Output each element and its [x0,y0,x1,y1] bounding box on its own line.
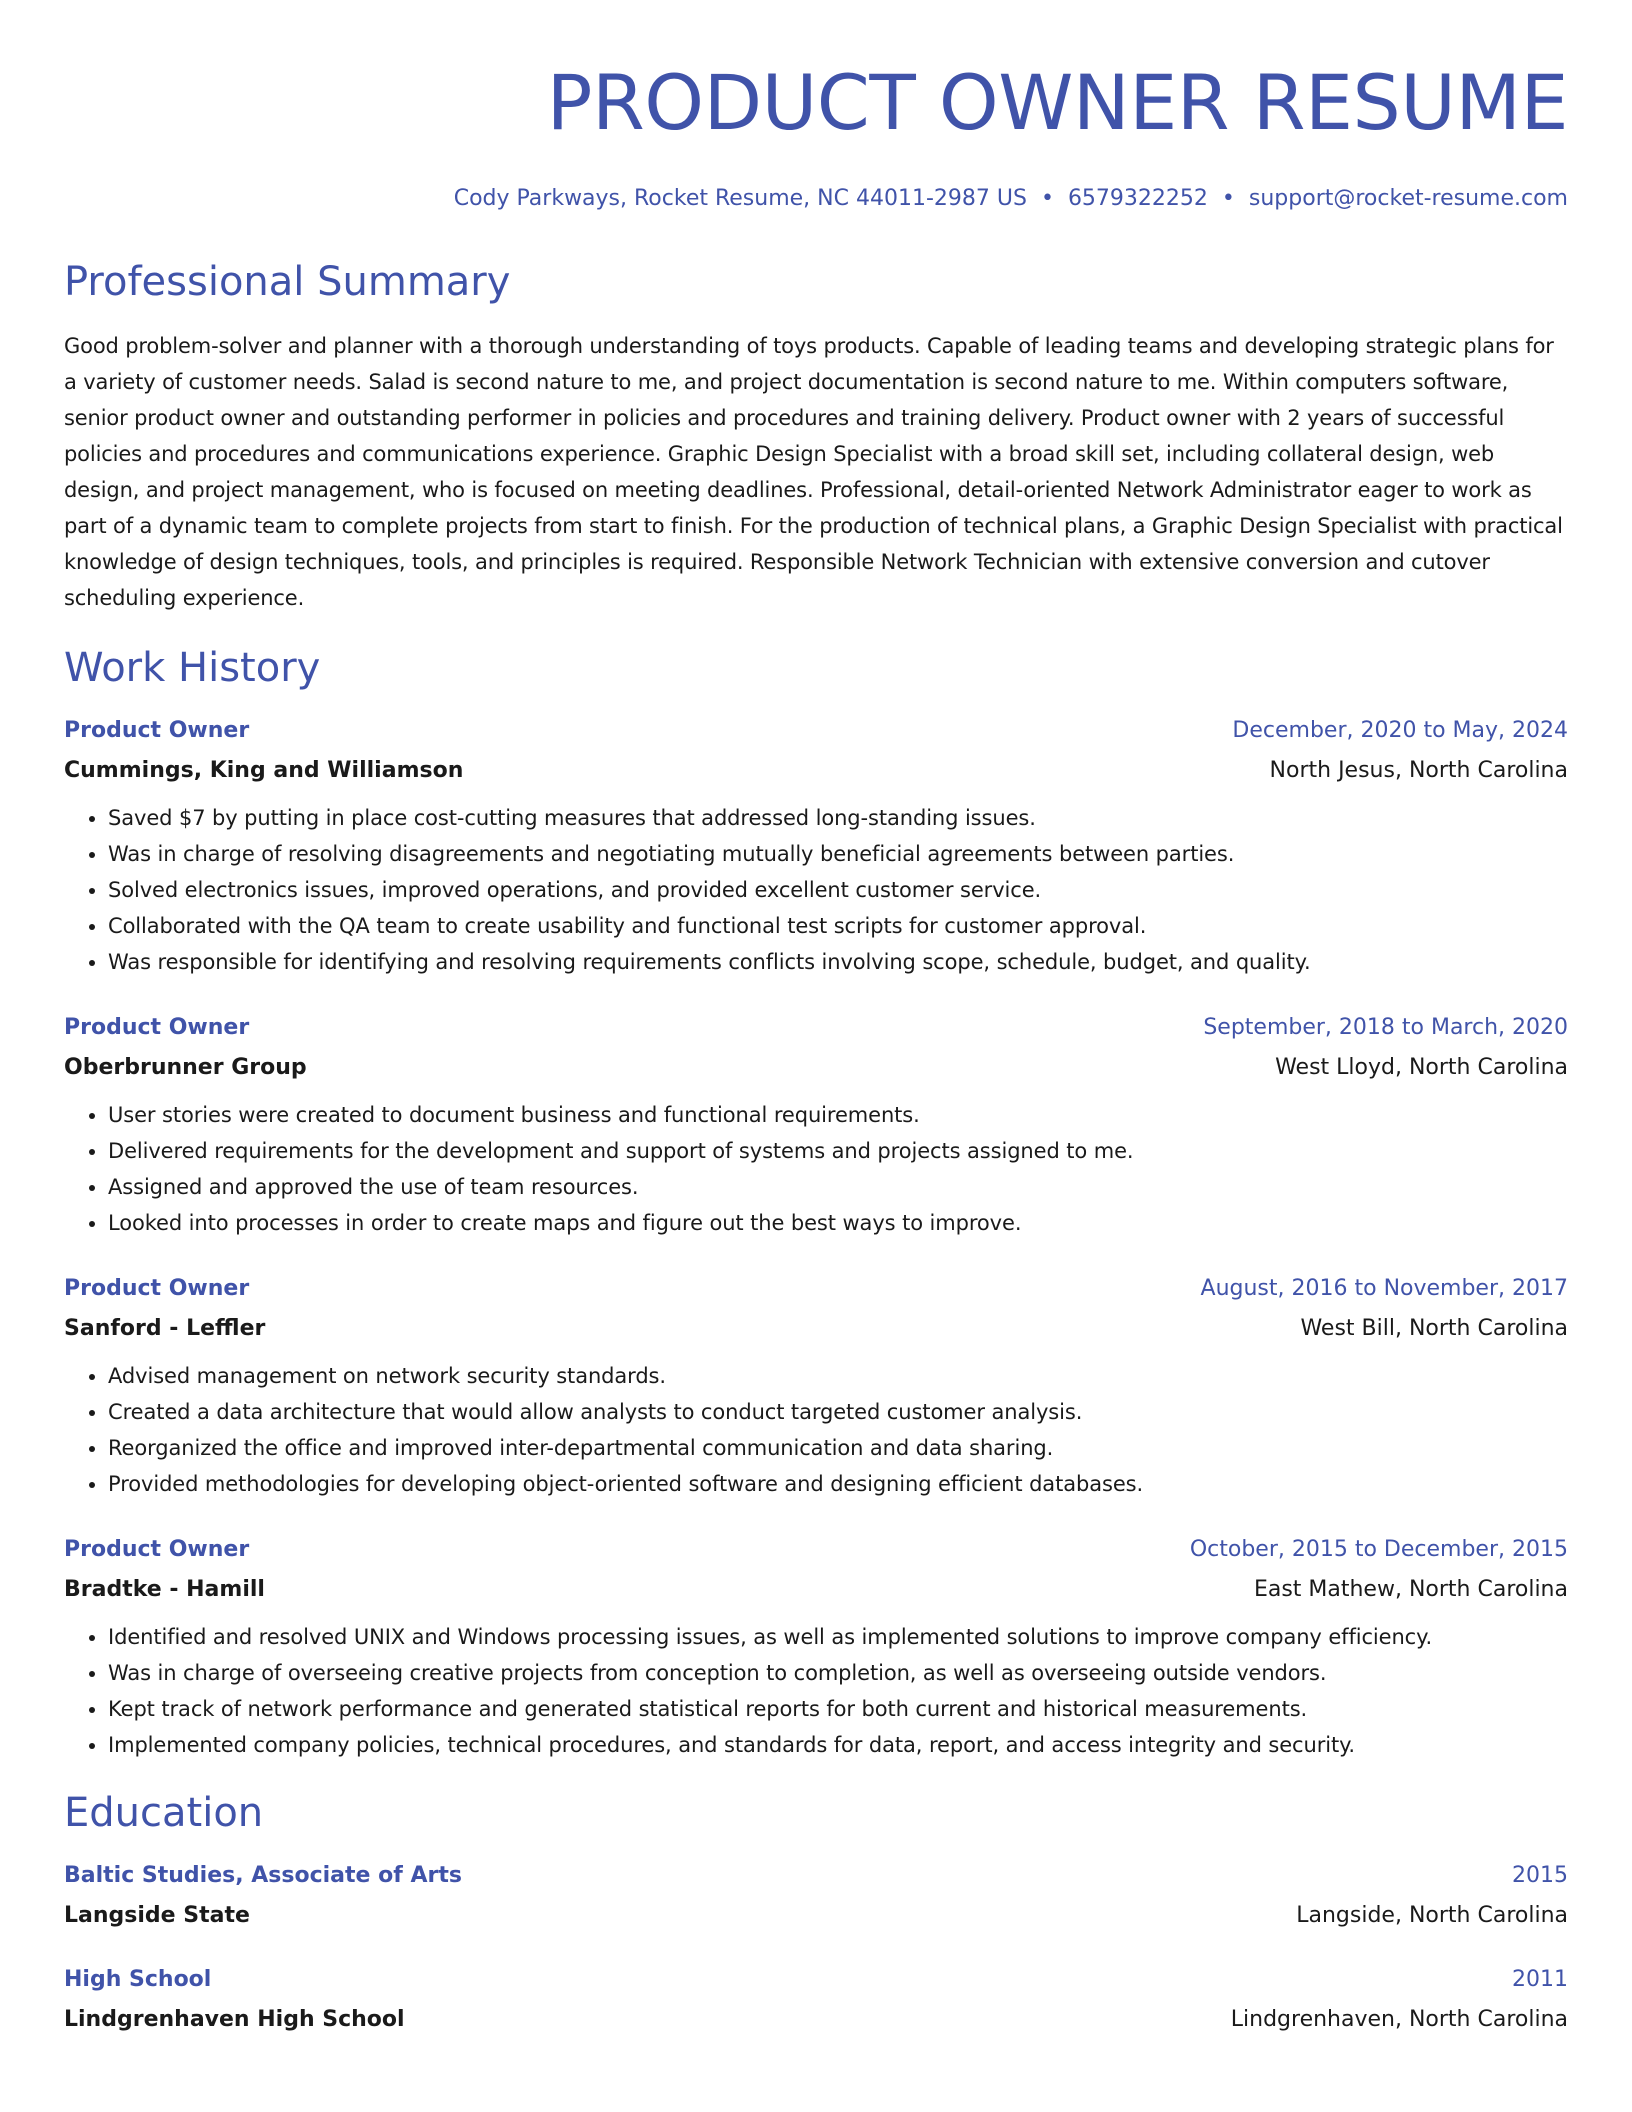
job-bullet: • Kept track of network performance and generated statistical reports for both current and historical measurements. [108,1691,1568,1727]
contact-address: Cody Parkways, Rocket Resume, NC 44011-2987 US [453,186,1027,211]
job-role: Product Owner [64,1276,250,1301]
job-bullet: • User stories were created to document business and functional requirements. [108,1097,1568,1133]
job-bullet: • Delivered requirements for the development and support of systems and projects assigned to me. [108,1133,1568,1169]
job-dates: September, 2018 to March, 2020 [1203,1015,1568,1040]
education-school: Lindgrenhaven High School [64,2007,405,2032]
job-dates: December, 2020 to May, 2024 [1232,718,1568,743]
resume-page [64,0,1568,2112]
job-entry [64,1535,1568,1763]
job-bullets [64,1358,1568,1502]
job-entry [64,716,1568,980]
job-bullet: • Was in charge of resolving disagreements and negotiating mutually beneficial agreements between parties. [108,836,1568,872]
job-role: Product Owner [64,718,250,743]
job-role: Product Owner [64,1537,250,1562]
contact-phone: 6579322252 [1067,186,1208,211]
job-bullet: • Was in charge of overseeing creative projects from conception to completion, as well as overseeing outside vendors. [108,1655,1568,1691]
job-entry [64,1013,1568,1241]
job-dates: August, 2016 to November, 2017 [1200,1276,1568,1301]
job-bullet: • Implemented company policies, technical procedures, and standards for data, report, and access integrity and security. [108,1727,1568,1763]
contact-separator: • [1221,186,1235,211]
job-bullet: • Collaborated with the QA team to create usability and functional test scripts for customer approval. [108,908,1568,944]
page-title: PRODUCT OWNER RESUME [546,58,1568,147]
job-location: North Jesus, North Carolina [1269,758,1568,783]
education-year: 2011 [1512,1967,1568,1992]
education-location: Lindgrenhaven, North Carolina [1230,2007,1568,2032]
section-title-summary: Professional Summary [64,259,511,305]
job-bullet: • Solved electronics issues, improved operations, and provided excellent customer service. [108,872,1568,908]
education-degree: Baltic Studies, Associate of Arts [64,1863,462,1888]
job-role: Product Owner [64,1015,250,1040]
resume-header [64,60,1568,214]
summary-text: Good problem-solver and planner with a thorough understanding of toys products. Capable of leading teams and developing strategic plans for a variety of customer needs. Salad is second nature to me, and project documentation is second nature to me. Within computers software, senior product owner and outstanding performer in policies and procedures and training delivery. Product owner with 2 years of successful policies and procedures and communications experience. Graphic Design Specialist with a broad skill set, including collateral design, web design, and project management, who is focused on meeting deadlines. Professional, detail-oriented Network Administrator eager to work as part of a dynamic team to complete projects from start to finish. For the production of technical plans, a Graphic Design Specialist with practical knowledge of design techniques, tools, and principles is required. Responsible Network Technician with extensive conversion and cutover scheduling experience. [64,334,1563,610]
job-bullet: • Looked into processes in order to create maps and figure out the best ways to improve. [108,1205,1568,1241]
job-bullet: • Assigned and approved the use of team resources. [108,1169,1568,1205]
job-bullets [64,800,1568,980]
job-company: Cummings, King and Williamson [64,758,464,783]
education-degree: High School [64,1967,212,1992]
contact-line [64,184,1568,214]
job-company: Bradtke - Hamill [64,1577,265,1602]
contact-separator: • [1040,186,1054,211]
job-location: West Lloyd, North Carolina [1275,1055,1568,1080]
section-title-education: Education [64,1790,264,1836]
job-location: West Bill, North Carolina [1300,1316,1568,1341]
job-location: East Mathew, North Carolina [1253,1577,1568,1602]
job-dates: October, 2015 to December, 2015 [1189,1537,1568,1562]
education-entry [64,1861,1568,1931]
job-bullet: • Saved $7 by putting in place cost-cutting measures that addressed long-standing issues. [108,800,1568,836]
job-bullets [64,1619,1568,1763]
education-year: 2015 [1512,1863,1568,1888]
job-bullets [64,1097,1568,1241]
job-company: Sanford - Leffler [64,1316,266,1341]
job-entry [64,1274,1568,1502]
job-bullet: • Was responsible for identifying and resolving requirements conflicts involving scope, schedule, budget, and quality. [108,944,1568,980]
job-bullet: • Provided methodologies for developing object-oriented software and designing efficient databases. [108,1466,1568,1502]
job-company: Oberbrunner Group [64,1055,307,1080]
education-school: Langside State [64,1903,250,1928]
education-location: Langside, North Carolina [1296,1903,1568,1928]
contact-email[interactable]: support@rocket-resume.com [1248,186,1568,211]
job-bullet: • Reorganized the office and improved inter-departmental communication and data sharing. [108,1430,1568,1466]
job-bullet: • Advised management on network security standards. [108,1358,1568,1394]
job-bullet: • Identified and resolved UNIX and Windows processing issues, as well as implemented solutions to improve company efficiency. [108,1619,1568,1655]
job-bullet: • Created a data architecture that would allow analysts to conduct targeted customer analysis. [108,1394,1568,1430]
education-entry [64,1965,1568,2035]
section-title-work-history: Work History [64,645,321,691]
